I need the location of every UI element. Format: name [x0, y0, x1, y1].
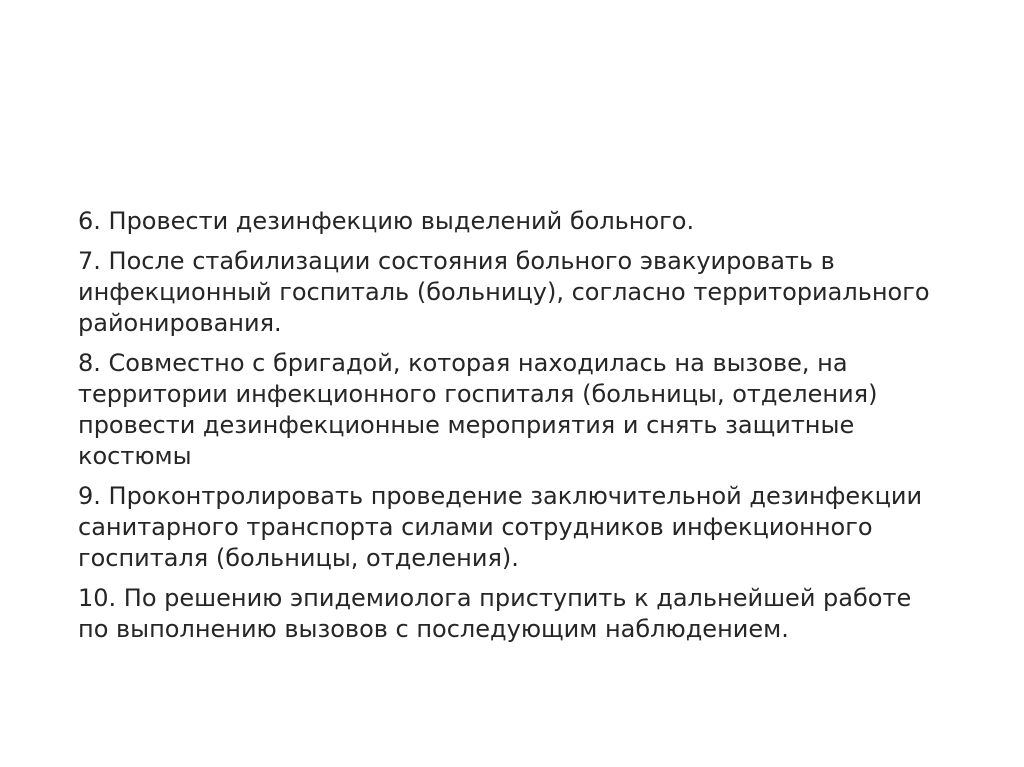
list-item-line: инфекционный госпиталь (больницу), согласно территориального	[78, 278, 930, 306]
list-item-line: по выполнению вызовов с последующим наблюдением.	[78, 615, 789, 643]
list-item-8	[78, 348, 958, 472]
list-item-line: районирования.	[78, 309, 282, 337]
list-item-10	[78, 583, 958, 645]
list-item-7	[78, 246, 958, 339]
list-item-line: 6. Провести дезинфекцию выделений больного.	[78, 207, 695, 235]
list-item-line: 8. Совместно с бригадой, которая находилась на вызове, на	[78, 349, 848, 377]
list-item-line: костюмы	[78, 442, 192, 470]
list-item-line: санитарного транспорта силами сотрудников инфекционного	[78, 513, 873, 541]
list-item-line: территории инфекционного госпиталя (больницы, отделения)	[78, 380, 878, 408]
list-item-line: провести дезинфекционные мероприятия и снять защитные	[78, 411, 855, 439]
list-item-line: госпиталя (больницы, отделения).	[78, 544, 519, 572]
list-item-9	[78, 481, 958, 574]
list-item-line: 10. По решению эпидемиолога приступить к дальнейшей работе	[78, 584, 912, 612]
list-item-line: 9. Проконтролировать проведение заключительной дезинфекции	[78, 482, 923, 510]
slide-body	[78, 206, 958, 654]
list-item-line: 7. После стабилизации состояния больного эвакуировать в	[78, 247, 835, 275]
list-item-6	[78, 206, 958, 237]
